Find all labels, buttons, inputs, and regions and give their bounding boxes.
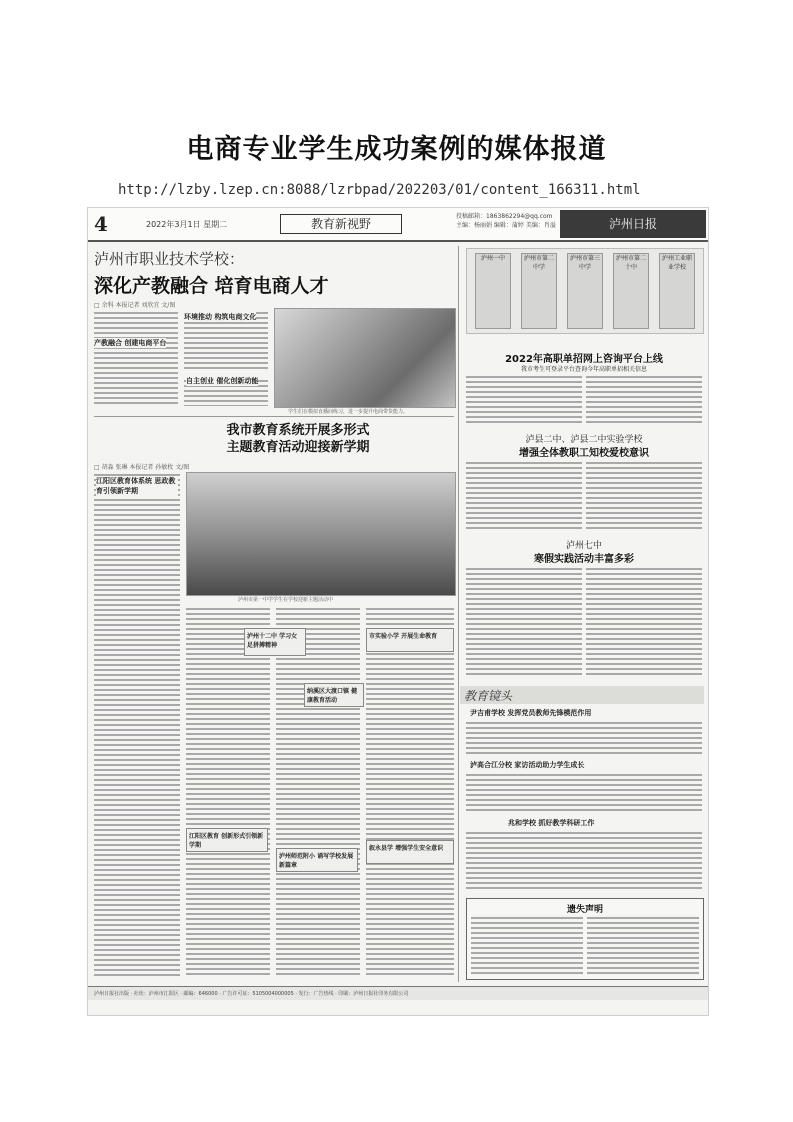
main-kicker: 泸州市职业技术学校： <box>94 250 245 268</box>
main-sub-2: 环境推动 构筑电商文化 <box>184 313 257 321</box>
right-article-3-text-b <box>586 566 702 678</box>
second-photo-caption: 泸州市第一中学学生在学校迎新主题活动中 <box>238 597 334 603</box>
main-headline: 深化产教融合 培育电商人才 <box>94 275 329 297</box>
document-title: 电商专业学生成功案例的媒体报道 <box>186 134 607 165</box>
main-photo-caption: 学生们在模拟直播间练习，进一步提升电商带货能力。 <box>288 409 409 415</box>
ad-1: 泸州一中 <box>475 253 511 329</box>
subbox-2 <box>304 683 364 707</box>
second-sub-1: 江阳区教育体系统 思政教育引领新学期 <box>96 476 178 496</box>
right-article-3-kicker: 泸州七中 <box>565 541 602 551</box>
ad-5: 泸州工业职业学校 <box>659 253 695 329</box>
issue-date: 2022年3月1日 星期二 <box>146 220 228 229</box>
lens-item-3-title: 兆和学校 抓好教学科研工作 <box>508 819 595 827</box>
subbox-4 <box>276 848 358 872</box>
lens-item-3-text <box>466 830 702 892</box>
subbox-3 <box>186 828 268 852</box>
editor-names: 主编：杨丽娟 编辑：蒲婷 美编：肖溢 <box>456 222 556 229</box>
subbox-4-title: 泸州师范附小 诵写学校发展新篇章 <box>279 853 354 869</box>
right-article-3-text-a <box>466 566 582 678</box>
second-article-headline <box>148 422 448 456</box>
ad-4: 泸州市第二十中 <box>613 253 649 329</box>
lens-item-1-text <box>466 720 702 754</box>
lost-notice-box <box>466 898 704 980</box>
education-lens-label: 教育镜头 <box>464 689 513 703</box>
masthead-logo: 泸州日报 <box>560 210 706 238</box>
subbox-1-title: 泸州十二中 学习女足拼搏精神 <box>247 631 303 649</box>
source-url[interactable]: http://lzby.lzep.cn:8088/lzrbpad/202203/01/content_166311.html <box>118 182 641 198</box>
second-left-column <box>94 472 180 978</box>
subbox-5 <box>366 628 454 652</box>
newspaper-header <box>88 208 708 242</box>
second-text-col-4 <box>366 606 454 978</box>
second-byline: □ 胡淼 张琳 本报记者 孙敏枚 文/图 <box>94 464 190 471</box>
subbox-6-title: 叙永县学 增强学生安全意识 <box>369 843 451 852</box>
subbox-2-title: 纳溪区大渡口镇 健康教育活动 <box>307 686 361 704</box>
main-byline: □ 余科 本报记者 刘欣宜 文/图 <box>94 302 176 309</box>
editor-email: 投稿邮箱：1863862294@qq.com <box>456 213 553 220</box>
ad-2: 泸州市第二中学 <box>521 253 557 329</box>
second-photo <box>186 472 456 596</box>
ad-3: 泸州市第三中学 <box>567 253 603 329</box>
school-ads <box>466 248 704 334</box>
second-text-col-3 <box>276 606 360 978</box>
right-article-3-title: 寒假实践活动丰富多彩 <box>534 554 634 565</box>
right-article-1-text-b <box>586 374 702 424</box>
main-text-col-1 <box>94 310 178 406</box>
notice-text-b <box>587 915 699 975</box>
right-article-1-sub: 我市考生可登录平台查询今年高职单招相关信息 <box>520 366 647 373</box>
notice-text-a <box>471 915 583 975</box>
subbox-6 <box>366 840 454 864</box>
page-number: 4 <box>94 212 108 236</box>
main-sub-1: 产教融合 创建电商平台 <box>94 339 167 347</box>
second-line-1: 我市教育系统开展多形式 <box>226 423 370 438</box>
subbox-1 <box>244 628 306 656</box>
notice-title: 遗失声明 <box>566 905 603 915</box>
right-article-2-text-a <box>466 460 582 532</box>
lens-item-1-title: 尹吉甫学校 发挥党员教师先锋模范作用 <box>470 709 592 717</box>
right-article-1-title: 2022年高职单招网上咨询平台上线 <box>505 354 663 365</box>
column-name: 教育新视野 <box>280 214 402 234</box>
right-article-2-text-b <box>586 460 702 532</box>
main-sub-3: 自主创业 催化创新动能 <box>186 377 259 385</box>
second-line-2: 主题教育活动迎接新学期 <box>226 440 370 455</box>
education-lens-band <box>460 686 704 704</box>
column-divider <box>458 246 459 982</box>
subbox-5-title: 市实验小学 开展生命教育 <box>369 631 451 640</box>
lens-item-2-title: 泸高合江分校 家访活动助力学生成长 <box>470 761 585 769</box>
lens-item-2-text <box>466 772 702 812</box>
right-article-2-title: 增强全体教职工知校爱校意识 <box>519 448 649 459</box>
second-text-col-2 <box>186 606 270 978</box>
newspaper-footer: 泸州日报社出版 · 社址：泸州市江阳区 · 邮编：646000 · 广告许可证：5105004000005 · 发行：广告热线 · 印刷：泸州日报社印务有限公司 <box>88 986 708 1000</box>
divider-line <box>94 416 454 417</box>
newspaper-scan <box>87 207 709 1016</box>
editor-info <box>456 212 556 230</box>
main-photo <box>274 308 456 408</box>
right-article-1-text-a <box>466 374 582 424</box>
main-article-headline <box>94 248 454 296</box>
subbox-3-title: 江阳区教育 创新形式引领新学期 <box>189 833 264 849</box>
right-article-2-kicker: 泸县二中、泸县二中实验学校 <box>525 435 643 445</box>
